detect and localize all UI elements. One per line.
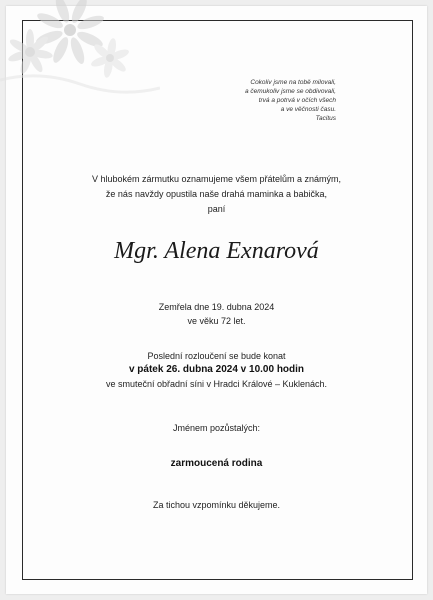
death-age: ve věku 72 let. [187,316,246,326]
mourners-label: Jménem pozůstalých: [172,423,261,433]
mourners-family: zarmoucená rodina [170,458,263,469]
announcement-intro [0,172,433,217]
deceased-name: Mgr. Alena Exnarová [114,238,319,264]
poem-quote [156,78,336,123]
funeral-place: ve smuteční obřadní síni v Hradci Králové – Kuklenách. [105,379,328,389]
intro-line: že nás navždy opustila naše drahá maminka a babička, [105,189,328,199]
closing-thanks: Za tichou vzpomínku děkujeme. [152,500,281,510]
death-date: Zemřela dne 19. dubna 2024 [158,302,275,312]
daisy-flowers-icon [0,0,160,95]
poem-author: Tacitus [315,115,336,122]
poem-line: trvá a potrvá v očích všech [258,97,336,104]
poem-line: a ve věčnosti času. [280,106,336,113]
poem-line: a čemukoliv jsme se obdivovali, [244,88,336,95]
farewell-intro: Poslední rozloučení se bude konat [147,351,286,361]
funeral-details [0,349,433,391]
poem-line: Cokoliv jsme na tobě milovali, [250,79,336,86]
intro-line: V hlubokém zármutku oznamujeme všem přátelům a známým, [91,174,342,184]
intro-line: paní [207,204,226,214]
funeral-date-time: v pátek 26. dubna 2024 v 10.00 hodin [128,364,305,375]
death-details [0,300,433,328]
